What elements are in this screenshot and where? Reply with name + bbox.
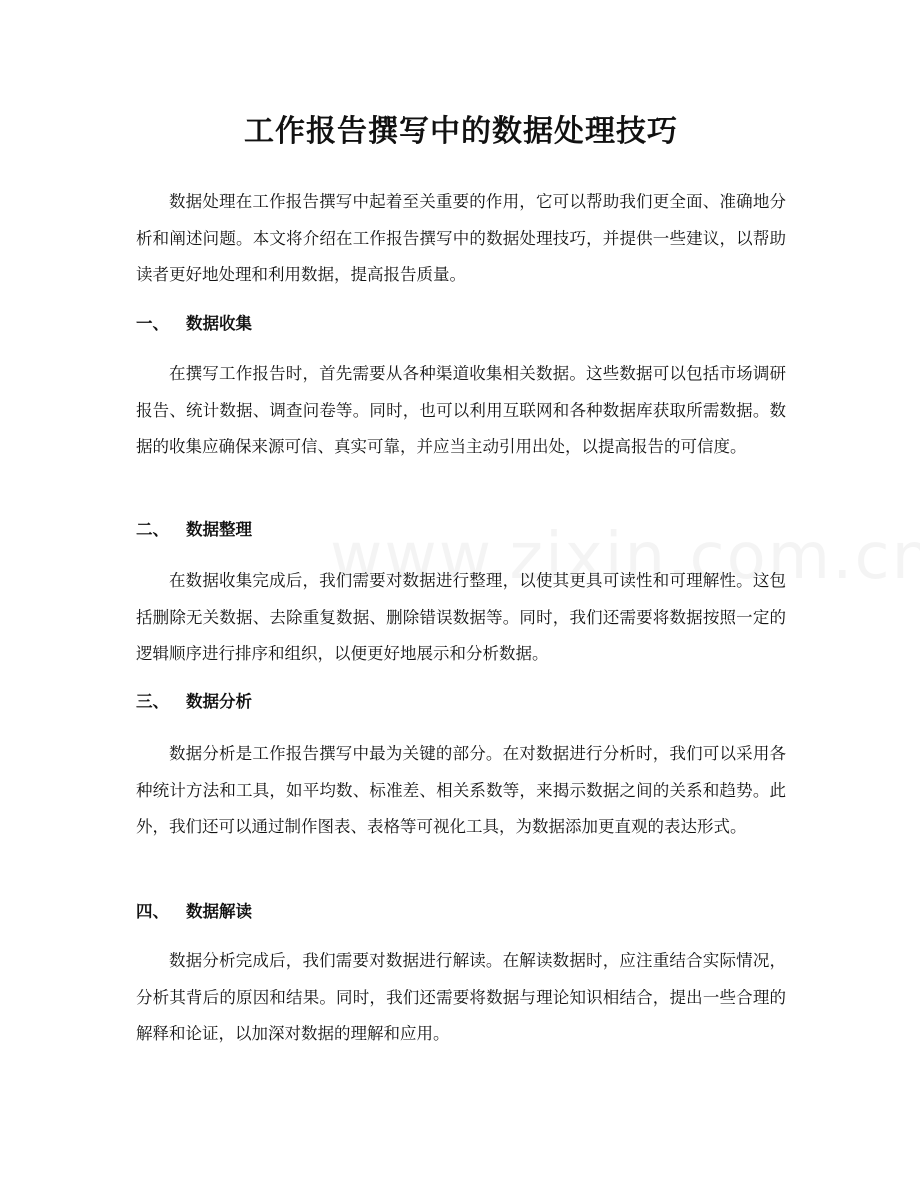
document-title: 工作报告撰写中的数据处理技巧 (244, 114, 678, 149)
intro-paragraph: 数据处理在工作报告撰写中起着至关重要的作用，它可以帮助我们更全面、准确地分析和阐述问题。本文将介绍在工作报告撰写中的数据处理技巧，并提供一些建议，以帮助读者更好地处理和利用数据，提高报告质量。 (136, 192, 786, 284)
section-heading-3 (136, 690, 252, 714)
section-title: 数据解读 (186, 902, 252, 921)
section-number: 二、 (136, 520, 169, 539)
section-title: 数据分析 (186, 692, 252, 711)
section-heading-1 (136, 312, 252, 336)
section-heading-2 (136, 518, 252, 542)
section-body-2: 在数据收集完成后，我们需要对数据进行整理，以使其更具可读性和可理解性。这包括删除无关数据、去除重复数据、删除错误数据等。同时，我们还需要将数据按照一定的逻辑顺序进行排序和组织，以便更好地展示和分析数据。 (136, 571, 786, 663)
section-number: 一、 (136, 314, 169, 333)
section-heading-4 (136, 900, 252, 924)
section-title: 数据收集 (186, 314, 252, 333)
section-body-4: 数据分析完成后，我们需要对数据进行解读。在解读数据时，应注重结合实际情况，分析其背后的原因和结果。同时，我们还需要将数据与理论知识相结合，提出一些合理的解释和论证，以加深对数据的理解和应用。 (136, 951, 786, 1043)
section-title: 数据整理 (186, 520, 252, 539)
section-body-1: 在撰写工作报告时，首先需要从各种渠道收集相关数据。这些数据可以包括市场调研报告、统计数据、调查问卷等。同时，也可以利用互联网和各种数据库获取所需数据。数据的收集应确保来源可信、真实可靠，并应当主动引用出处，以提高报告的可信度。 (136, 364, 786, 456)
section-number: 三、 (136, 692, 169, 711)
section-body-3: 数据分析是工作报告撰写中最为关键的部分。在对数据进行分析时，我们可以采用各种统计方法和工具，如平均数、标准差、相关系数等，来揭示数据之间的关系和趋势。此外，我们还可以通过制作图表、表格等可视化工具，为数据添加更直观的表达形式。 (136, 744, 786, 836)
section-number: 四、 (136, 902, 169, 921)
